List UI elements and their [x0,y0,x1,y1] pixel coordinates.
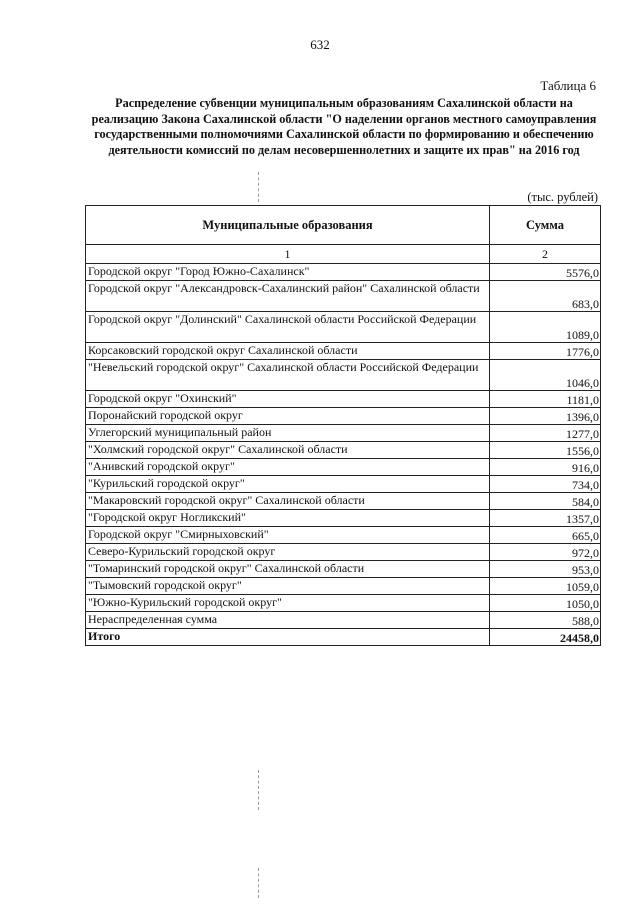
table-row [86,312,601,343]
table-row [86,544,601,561]
municipality-name: "Невельский городской округ" Сахалинской области Российской Федерации [86,360,490,391]
municipality-name: "Южно-Курильский городской округ" [86,595,490,612]
subvention-sum: 1181,0 [490,391,601,408]
municipality-name: "Тымовский городской округ" [86,578,490,595]
subvention-sum: 1277,0 [490,425,601,442]
scan-artifact-line [258,172,259,202]
table-row [86,493,601,510]
subvention-sum: 953,0 [490,561,601,578]
column-header-municipality: Муниципальные образования [86,206,490,245]
column-number: 2 [490,245,601,264]
table-row [86,391,601,408]
subvention-sum: 972,0 [490,544,601,561]
table-row [86,343,601,360]
subvention-sum: 683,0 [490,281,601,312]
table-row [86,578,601,595]
municipality-name: "Курильский городской округ" [86,476,490,493]
municipality-name: Городской округ "Город Южно-Сахалинск" [86,264,490,281]
municipality-name: Северо-Курильский городской округ [86,544,490,561]
subvention-sum: 1776,0 [490,343,601,360]
table-row [86,459,601,476]
total-label: Итого [86,629,490,646]
column-number-row [86,245,601,264]
table-row [86,527,601,544]
municipality-name: "Анивский городской округ" [86,459,490,476]
table-row [86,281,601,312]
table-row [86,476,601,493]
municipality-name: Городской округ "Смирныховский" [86,527,490,544]
municipality-name: Корсаковский городской округ Сахалинской области [86,343,490,360]
table-row [86,442,601,459]
subvention-sum: 1089,0 [490,312,601,343]
subvention-sum: 1050,0 [490,595,601,612]
table-row [86,595,601,612]
table-row [86,425,601,442]
page-number: 632 [310,37,330,52]
table-row [86,264,601,281]
subvention-sum: 584,0 [490,493,601,510]
municipality-name: "Томаринский городской округ" Сахалинской области [86,561,490,578]
table-row [86,612,601,629]
scan-artifact-line [258,770,259,810]
table-row [86,561,601,578]
subvention-sum: 588,0 [490,612,601,629]
subvention-table [85,205,601,646]
table-row [86,408,601,425]
municipality-name: Городской округ "Александровск-Сахалинский район" Сахалинской области [86,281,490,312]
column-number: 1 [86,245,490,264]
document-title: Распределение субвенции муниципальным образованиям Сахалинской области на реализацию Закона Сахалинской области "О наделении органов местного самоуправления государственными полномочиями Сахалинской области по формированию и обеспечению деятельности комиссий по делам несовершеннолетних и защите их прав" на 2016 год [91,96,597,157]
total-sum: 24458,0 [490,629,601,646]
municipality-name: Нераспределенная сумма [86,612,490,629]
subvention-sum: 665,0 [490,527,601,544]
municipality-name: Городской округ "Долинский" Сахалинской области Российской Федерации [86,312,490,343]
municipality-name: "Макаровский городской округ" Сахалинской области [86,493,490,510]
subvention-sum: 916,0 [490,459,601,476]
subvention-sum: 1357,0 [490,510,601,527]
table-row [86,360,601,391]
municipality-name: Углегорский муниципальный район [86,425,490,442]
subvention-sum: 1059,0 [490,578,601,595]
subvention-sum: 5576,0 [490,264,601,281]
municipality-name: "Холмский городской округ" Сахалинской области [86,442,490,459]
table-row [86,510,601,527]
subvention-sum: 1046,0 [490,360,601,391]
subvention-sum: 1396,0 [490,408,601,425]
municipality-name: Поронайский городской округ [86,408,490,425]
subvention-sum: 1556,0 [490,442,601,459]
subvention-sum: 734,0 [490,476,601,493]
table-label: Таблица 6 [540,78,596,93]
scan-artifact-line [258,868,259,898]
table-header-row [86,206,601,245]
municipality-name: "Городской округ Ногликский" [86,510,490,527]
column-header-sum: Сумма [490,206,601,245]
municipality-name: Городской округ "Охинский" [86,391,490,408]
total-row [86,629,601,646]
units-label: (тыс. рублей) [527,190,598,204]
